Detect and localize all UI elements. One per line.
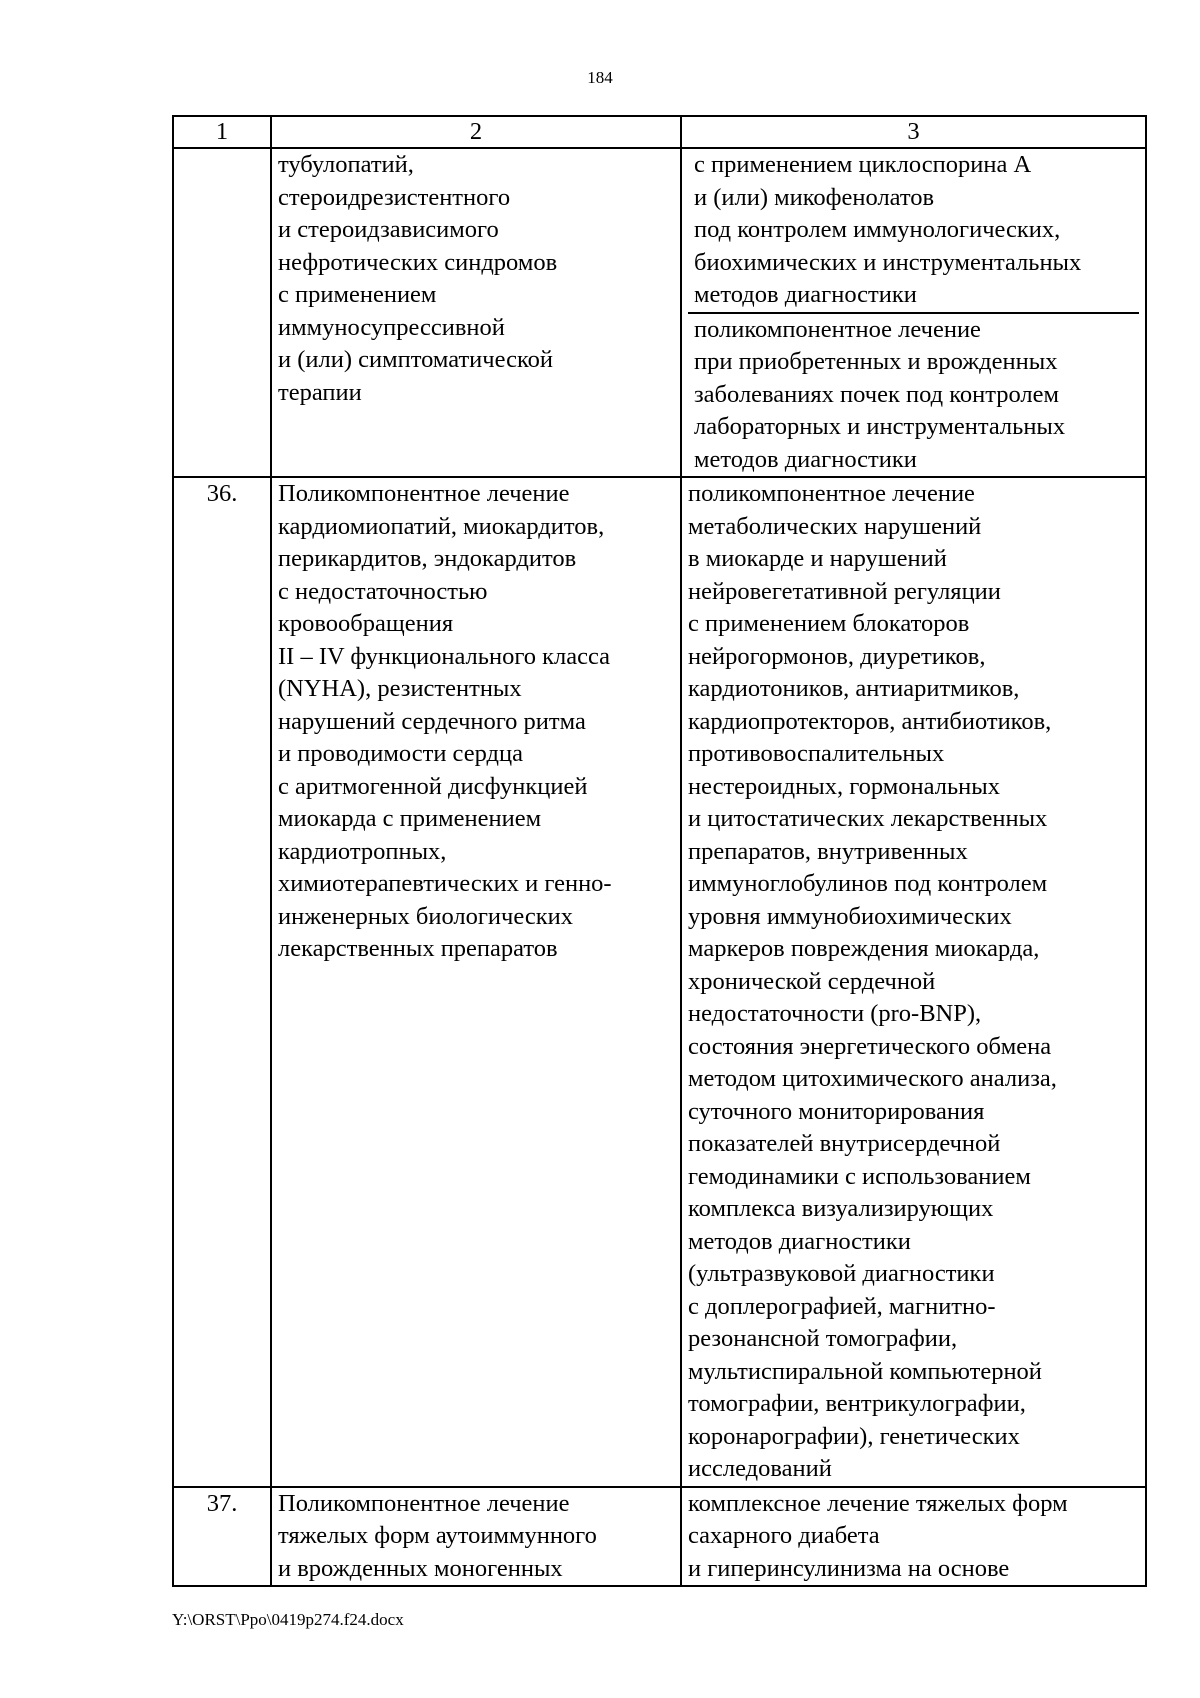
method-cell: [681, 1487, 1146, 1587]
text-line: коронарографии), генетических: [688, 1422, 1020, 1450]
row-number: 37.: [173, 1487, 271, 1587]
text-line: биохимических и инструментальных: [694, 248, 1082, 276]
text-line: состояния энергетического обмена: [688, 1032, 1052, 1060]
text-line: метаболических нарушений: [688, 512, 982, 540]
text-line: недостаточности (pro-BNP),: [688, 1000, 982, 1027]
text-line: с недостаточностью: [278, 577, 488, 605]
text-line: исследований: [688, 1455, 832, 1482]
table-row: [173, 1487, 1146, 1587]
page-number: 184: [587, 68, 613, 87]
text-line: Поликомпонентное лечение: [278, 1489, 570, 1517]
text-line: маркеров повреждения миокарда,: [688, 935, 1040, 962]
text-line: нарушений сердечного ритма: [278, 707, 586, 735]
table-row: [173, 477, 1146, 1487]
header-col-3: 3: [681, 116, 1146, 148]
text-line: в миокарде и нарушений: [688, 545, 947, 572]
row-number: 36.: [173, 477, 271, 1487]
text-line: с применением: [278, 281, 437, 308]
text-line: при приобретенных и врожденных: [694, 348, 1058, 375]
text-line: методов диагностики: [694, 445, 917, 473]
method-cell: [681, 148, 1146, 477]
text-line: мультиспиральной компьютерной: [688, 1357, 1042, 1385]
text-line: заболеваниях почек под контролем: [694, 380, 1060, 408]
text-line: нестероидных, гормональных: [688, 772, 1000, 800]
text-line: химиотерапевтических и генно-: [278, 870, 612, 897]
text-lines: [278, 478, 674, 966]
text-line: кардиомиопатий, миокардитов,: [278, 512, 605, 540]
text-line: нефротических синдромов: [278, 248, 558, 276]
text-line: кардиотропных,: [278, 837, 447, 865]
text-lines: [688, 1488, 1139, 1586]
text-line: Поликомпонентное лечение: [278, 480, 570, 507]
header-col-1: 1: [173, 116, 271, 148]
text-line: комплекса визуализирующих: [688, 1195, 994, 1222]
method-subcell: [688, 312, 1139, 477]
text-line: и гиперинсулинизма на основе: [688, 1554, 1010, 1582]
method-subcell: [688, 149, 1139, 312]
text-line: уровня иммунобиохимических: [688, 902, 1012, 930]
text-line: препаратов, внутривенных: [688, 837, 968, 865]
text-line: суточного мониторирования: [688, 1097, 985, 1125]
text-line: томографии, вентрикулографии,: [688, 1390, 1026, 1417]
text-line: нейрогормонов, диуретиков,: [688, 642, 986, 670]
text-line: тяжелых форм аутоиммунного: [278, 1522, 597, 1549]
text-line: с аритмогенной дисфункцией: [278, 772, 588, 800]
text-line: поликомпонентное лечение: [694, 315, 981, 343]
text-line: нейровегетативной регуляции: [688, 577, 1001, 605]
text-line: хронической сердечной: [688, 967, 936, 995]
text-line: кардиопротекторов, антибиотиков,: [688, 707, 1052, 735]
treatment-name-cell: [271, 1487, 681, 1587]
text-line: лекарственных препаратов: [278, 935, 558, 962]
text-line: с применением блокаторов: [688, 610, 970, 637]
text-line: кровообращения: [278, 610, 454, 637]
text-line: и цитостатических лекарственных: [688, 805, 1048, 832]
table-row: [173, 148, 1146, 477]
text-line: и (или) микофенолатов: [694, 183, 935, 211]
text-line: иммуноглобулинов под контролем: [688, 870, 1048, 897]
text-line: с доплерографией, магнитно-: [688, 1292, 996, 1320]
text-line: методов диагностики: [688, 1227, 911, 1255]
text-line: стероидрезистентного: [278, 183, 511, 211]
text-line: под контролем иммунологических,: [694, 216, 1061, 243]
text-line: иммуносупрессивной: [278, 313, 505, 341]
text-line: перикардитов, эндокардитов: [278, 545, 577, 572]
text-line: тубулопатий,: [278, 151, 414, 178]
text-line: методом цитохимического анализа,: [688, 1065, 1057, 1092]
text-line: терапии: [278, 378, 362, 406]
text-line: противовоспалительных: [688, 740, 945, 767]
table-header-row: [173, 116, 1146, 148]
text-line: II – IV функционального класса: [278, 642, 611, 670]
text-line: и (или) симптоматической: [278, 346, 553, 373]
header-col-2: 2: [271, 116, 681, 148]
treatment-name-cell: [271, 148, 681, 477]
treatment-name-cell: [271, 477, 681, 1487]
row-number: [173, 148, 271, 477]
method-cell: [681, 477, 1146, 1487]
file-path-footer: Y:\ORST\Ppo\0419p274.f24.docx: [172, 1610, 404, 1629]
text-line: и врожденных моногенных: [278, 1554, 563, 1582]
text-line: кардиотоников, антиаритмиков,: [688, 675, 1020, 702]
text-line: лабораторных и инструментальных: [694, 413, 1066, 440]
text-line: (ультразвуковой диагностики: [688, 1260, 995, 1287]
text-line: показателей внутрисердечной: [688, 1130, 1001, 1157]
text-lines: [278, 1488, 674, 1586]
text-line: с применением циклоспорина А: [694, 151, 1032, 178]
text-line: поликомпонентное лечение: [688, 480, 975, 507]
text-lines: [688, 478, 1139, 1486]
procedures-table: [172, 115, 1147, 1587]
text-line: миокарда с применением: [278, 805, 542, 832]
text-line: и стероидзависимого: [278, 216, 499, 243]
text-line: резонансной томографии,: [688, 1325, 958, 1352]
text-line: гемодинамики с использованием: [688, 1162, 1031, 1190]
text-line: методов диагностики: [694, 281, 917, 308]
text-line: инженерных биологических: [278, 902, 573, 930]
text-line: (NYHA), резистентных: [278, 675, 522, 702]
text-lines: [278, 149, 674, 409]
text-line: и проводимости сердца: [278, 740, 523, 767]
text-line: комплексное лечение тяжелых форм: [688, 1489, 1068, 1517]
text-line: сахарного диабета: [688, 1522, 880, 1549]
